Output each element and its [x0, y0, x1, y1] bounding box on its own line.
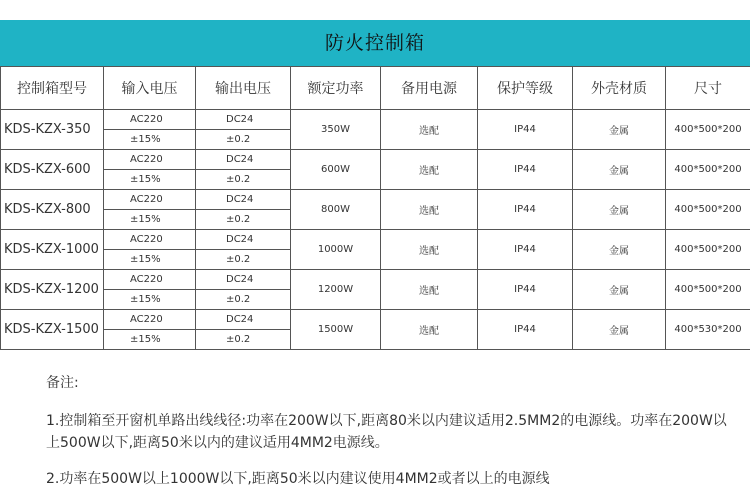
- material-cell: 金属: [573, 230, 666, 270]
- ip-cell: IP44: [478, 270, 573, 310]
- table-row: [1, 110, 750, 130]
- output-tolerance-cell: ±0.2: [196, 130, 291, 150]
- backup-cell: 选配: [381, 190, 478, 230]
- size-cell: 400*500*200: [666, 190, 750, 230]
- power-cell: 1200W: [291, 270, 381, 310]
- input-tolerance-cell: ±15%: [104, 290, 196, 310]
- model-cell: KDS-KZX-600: [1, 150, 104, 190]
- output-voltage-cell: DC24: [196, 190, 291, 210]
- backup-cell: 选配: [381, 270, 478, 310]
- header-size: 尺寸: [666, 67, 750, 110]
- ip-cell: IP44: [478, 230, 573, 270]
- model-cell: KDS-KZX-350: [1, 110, 104, 150]
- spec-table: [0, 66, 750, 350]
- input-voltage-cell: AC220: [104, 310, 196, 330]
- ip-cell: IP44: [478, 190, 573, 230]
- table-title: 防火控制箱: [0, 20, 750, 66]
- model-cell: KDS-KZX-1500: [1, 310, 104, 350]
- input-tolerance-cell: ±15%: [104, 170, 196, 190]
- model-cell: KDS-KZX-1000: [1, 230, 104, 270]
- output-tolerance-cell: ±0.2: [196, 250, 291, 270]
- header-protection-level: 保护等级: [478, 67, 573, 110]
- backup-cell: 选配: [381, 110, 478, 150]
- input-voltage-cell: AC220: [104, 230, 196, 250]
- input-voltage-cell: AC220: [104, 190, 196, 210]
- header-rated-power: 额定功率: [291, 67, 381, 110]
- backup-cell: 选配: [381, 310, 478, 350]
- header-input-voltage: 输入电压: [104, 67, 196, 110]
- power-cell: 350W: [291, 110, 381, 150]
- input-tolerance-cell: ±15%: [104, 330, 196, 350]
- material-cell: 金属: [573, 190, 666, 230]
- output-tolerance-cell: ±0.2: [196, 330, 291, 350]
- model-cell: KDS-KZX-1200: [1, 270, 104, 310]
- header-backup-power: 备用电源: [381, 67, 478, 110]
- backup-cell: 选配: [381, 150, 478, 190]
- note-item-1: 1.控制箱至开窗机单路出线线径:功率在200W以下,距离80米以内建议适用2.5MM2的电源线。功率在200W以上500W以下,距离50米以内的建议适用4MM2电源线。: [46, 413, 727, 451]
- ip-cell: IP44: [478, 150, 573, 190]
- output-tolerance-cell: ±0.2: [196, 210, 291, 230]
- notes-section: [46, 372, 736, 490]
- power-cell: 1500W: [291, 310, 381, 350]
- header-housing-material: 外壳材质: [573, 67, 666, 110]
- table-row: [1, 190, 750, 210]
- power-cell: 800W: [291, 190, 381, 230]
- output-voltage-cell: DC24: [196, 270, 291, 290]
- notes-label: 备注:: [46, 375, 79, 391]
- input-tolerance-cell: ±15%: [104, 250, 196, 270]
- backup-cell: 选配: [381, 230, 478, 270]
- table-row: [1, 150, 750, 170]
- header-output-voltage: 输出电压: [196, 67, 291, 110]
- note-item-2: 2.功率在500W以上1000W以下,距离50米以内建议使用4MM2或者以上的电源线: [46, 471, 550, 487]
- header-model: 控制箱型号: [1, 67, 104, 110]
- output-voltage-cell: DC24: [196, 110, 291, 130]
- size-cell: 400*500*200: [666, 110, 750, 150]
- input-voltage-cell: AC220: [104, 110, 196, 130]
- ip-cell: IP44: [478, 110, 573, 150]
- header-row: [1, 67, 750, 110]
- power-cell: 1000W: [291, 230, 381, 270]
- power-cell: 600W: [291, 150, 381, 190]
- size-cell: 400*500*200: [666, 270, 750, 310]
- input-tolerance-cell: ±15%: [104, 210, 196, 230]
- material-cell: 金属: [573, 270, 666, 310]
- size-cell: 400*500*200: [666, 230, 750, 270]
- material-cell: 金属: [573, 110, 666, 150]
- size-cell: 400*530*200: [666, 310, 750, 350]
- output-voltage-cell: DC24: [196, 230, 291, 250]
- input-voltage-cell: AC220: [104, 270, 196, 290]
- material-cell: 金属: [573, 310, 666, 350]
- output-tolerance-cell: ±0.2: [196, 170, 291, 190]
- output-voltage-cell: DC24: [196, 150, 291, 170]
- input-tolerance-cell: ±15%: [104, 130, 196, 150]
- ip-cell: IP44: [478, 310, 573, 350]
- input-voltage-cell: AC220: [104, 150, 196, 170]
- output-tolerance-cell: ±0.2: [196, 290, 291, 310]
- size-cell: 400*500*200: [666, 150, 750, 190]
- output-voltage-cell: DC24: [196, 310, 291, 330]
- table-row: [1, 310, 750, 330]
- table-row: [1, 230, 750, 250]
- material-cell: 金属: [573, 150, 666, 190]
- table-row: [1, 270, 750, 290]
- model-cell: KDS-KZX-800: [1, 190, 104, 230]
